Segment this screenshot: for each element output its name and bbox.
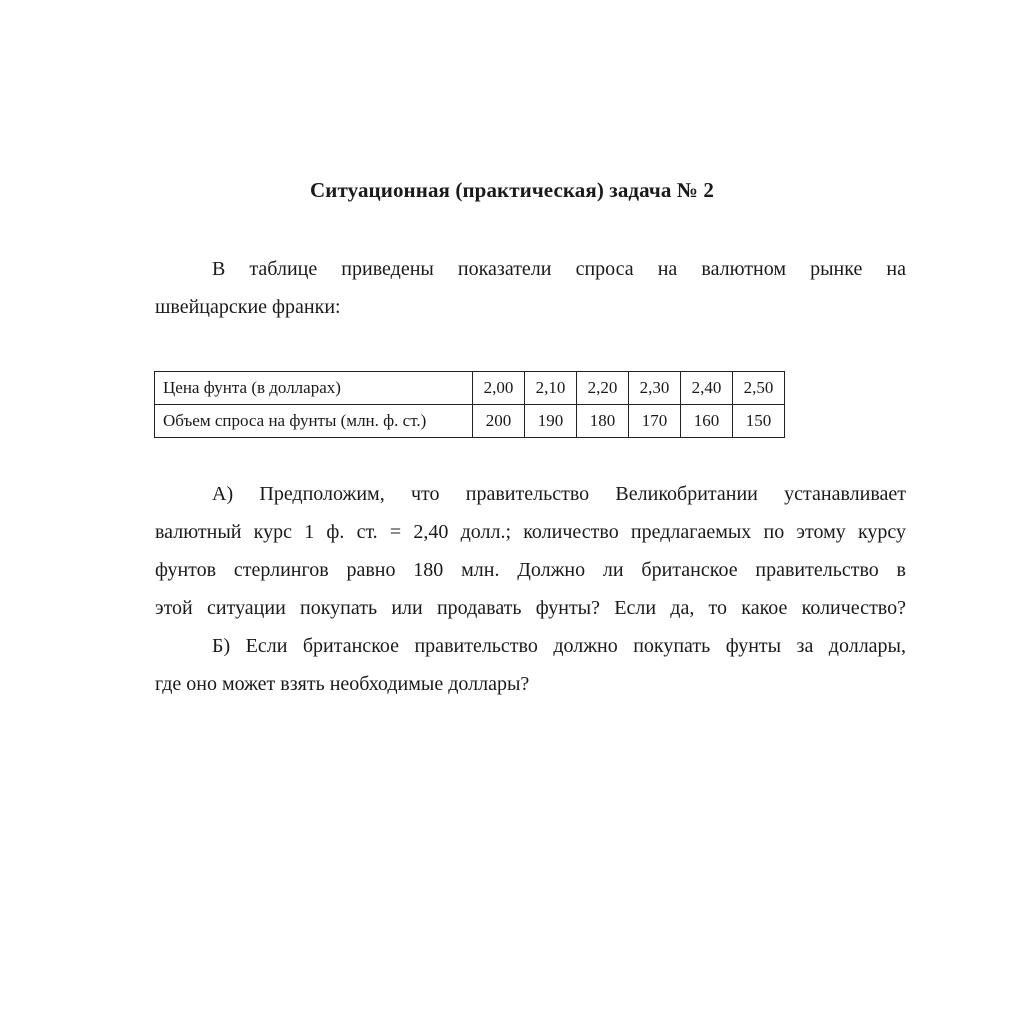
- row-label-demand: Объем спроса на фунты (млн. ф. ст.): [155, 405, 473, 438]
- question-a-line-2: валютный курс 1 ф. ст. = 2,40 долл.; количество предлагаемых по этому курсу: [155, 521, 906, 543]
- table-cell: 190: [525, 405, 577, 438]
- intro-line-1: В таблице приведены показатели спроса на валютном рынке на: [212, 258, 906, 280]
- question-a-paragraph: [155, 475, 906, 627]
- table-row-demand: [155, 405, 785, 438]
- question-b-line-1: Б) Если британское правительство должно покупать фунты за доллары,: [212, 635, 906, 657]
- table-cell: 180: [577, 405, 629, 438]
- question-a-line-1: А) Предположим, что правительство Великобритании устанавливает: [212, 483, 906, 505]
- table-cell: 2,40: [681, 372, 733, 405]
- intro-paragraph: [155, 250, 906, 326]
- table-cell: 150: [733, 405, 785, 438]
- table-cell: 170: [629, 405, 681, 438]
- table-row-price: [155, 372, 785, 405]
- table-cell: 160: [681, 405, 733, 438]
- question-b-line-2: где оно может взять необходимые доллары?: [155, 673, 530, 695]
- table-cell: 2,00: [473, 372, 525, 405]
- intro-line-2: швейцарские франки:: [155, 296, 341, 318]
- question-a-line-3: фунтов стерлингов равно 180 млн. Должно ли британское правительство в: [155, 559, 906, 581]
- demand-table: [154, 371, 785, 438]
- question-b-paragraph: [155, 627, 906, 703]
- task-title: Ситуационная (практическая) задача № 2: [310, 178, 714, 202]
- row-label-price: Цена фунта (в долларах): [155, 372, 473, 405]
- table-cell: 2,20: [577, 372, 629, 405]
- table-cell: 2,30: [629, 372, 681, 405]
- table-cell: 2,10: [525, 372, 577, 405]
- table-cell: 200: [473, 405, 525, 438]
- table-cell: 2,50: [733, 372, 785, 405]
- question-a-line-4: этой ситуации покупать или продавать фунты? Если да, то какое количество?: [155, 597, 906, 619]
